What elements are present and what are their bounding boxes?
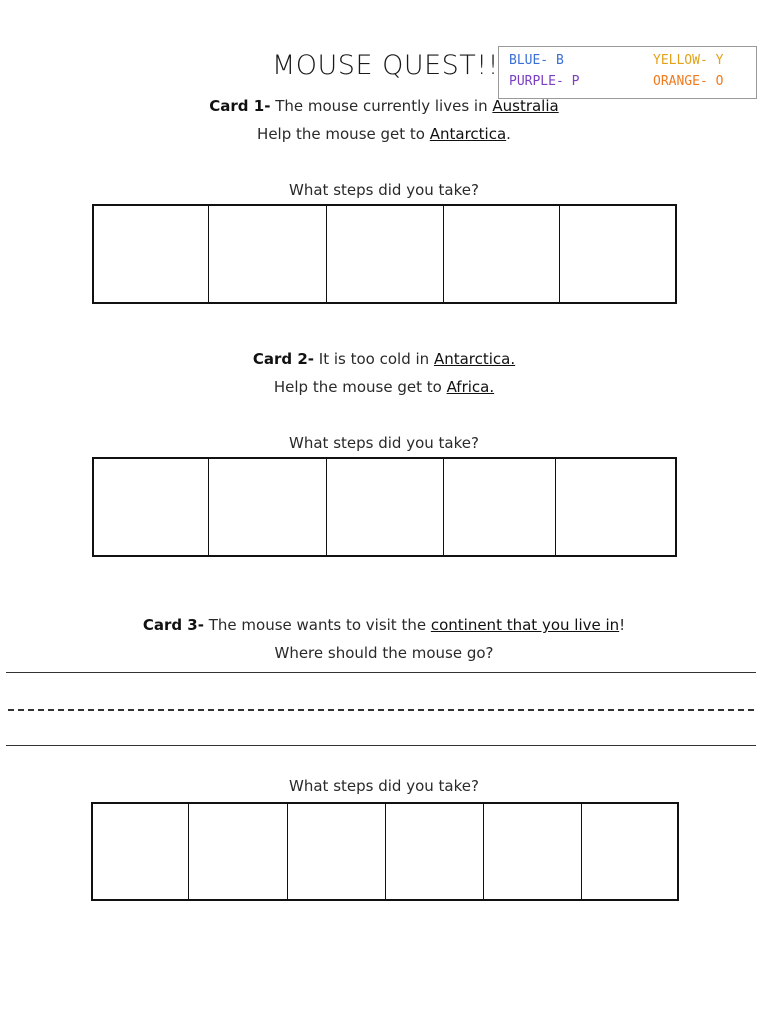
answer-bottom-line[interactable] (6, 745, 756, 746)
card1-text: The mouse currently lives in (270, 97, 493, 115)
card2-steps-prompt: What steps did you take? (289, 434, 479, 452)
card2-sentence (0, 350, 768, 368)
card1-label: Card 1- (209, 97, 271, 115)
card2-steps-grid (92, 457, 677, 557)
step-box[interactable] (209, 206, 327, 302)
card2-label: Card 2- (252, 350, 315, 368)
legend-yellow: YELLOW- Y (653, 53, 724, 68)
step-box[interactable] (582, 804, 677, 899)
step-box[interactable] (93, 804, 189, 899)
step-box[interactable] (94, 206, 209, 302)
legend-orange: ORANGE- O (653, 74, 724, 89)
card2-text: It is too cold in (314, 350, 434, 368)
card3-sentence (0, 616, 768, 634)
step-box[interactable] (444, 206, 560, 302)
step-box[interactable] (327, 206, 444, 302)
card1-goal: Antarctica (429, 125, 507, 143)
card3-end: ! (619, 616, 626, 634)
step-box[interactable] (209, 459, 327, 555)
color-legend (498, 46, 757, 99)
card1-help-text: Help the mouse get to (257, 125, 430, 143)
card1-place: Australia (492, 97, 559, 115)
step-box[interactable] (484, 804, 582, 899)
card2-help (0, 378, 768, 396)
card3-text: The mouse wants to visit the (203, 616, 431, 634)
card1-goal-end: . (506, 125, 511, 143)
card3-steps-prompt: What steps did you take? (289, 777, 479, 795)
legend-blue: BLUE- B (509, 53, 564, 68)
card1-steps-prompt: What steps did you take? (289, 181, 479, 199)
card1-sentence (0, 97, 768, 115)
step-box[interactable] (94, 459, 209, 555)
step-box[interactable] (288, 804, 386, 899)
step-box[interactable] (556, 459, 675, 555)
answer-top-line (6, 672, 756, 673)
card1-steps-grid (92, 204, 677, 304)
step-box[interactable] (386, 804, 484, 899)
answer-dashed-line (8, 709, 754, 711)
step-box[interactable] (327, 459, 444, 555)
step-box[interactable] (560, 206, 675, 302)
legend-purple: PURPLE- P (509, 74, 580, 89)
step-box[interactable] (189, 804, 288, 899)
card3-place: continent that you live in (430, 616, 620, 634)
card3-label: Card 3- (142, 616, 204, 634)
card2-help-text: Help the mouse get to (273, 378, 447, 396)
card2-place: Antarctica. (433, 350, 516, 368)
worksheet-title: MOUSE QUEST!! (272, 50, 499, 81)
card1-help (0, 125, 768, 143)
step-box[interactable] (444, 459, 556, 555)
card3-question: Where should the mouse go? (274, 644, 494, 662)
card2-goal: Africa. (446, 378, 495, 396)
card3-steps-grid (91, 802, 679, 901)
